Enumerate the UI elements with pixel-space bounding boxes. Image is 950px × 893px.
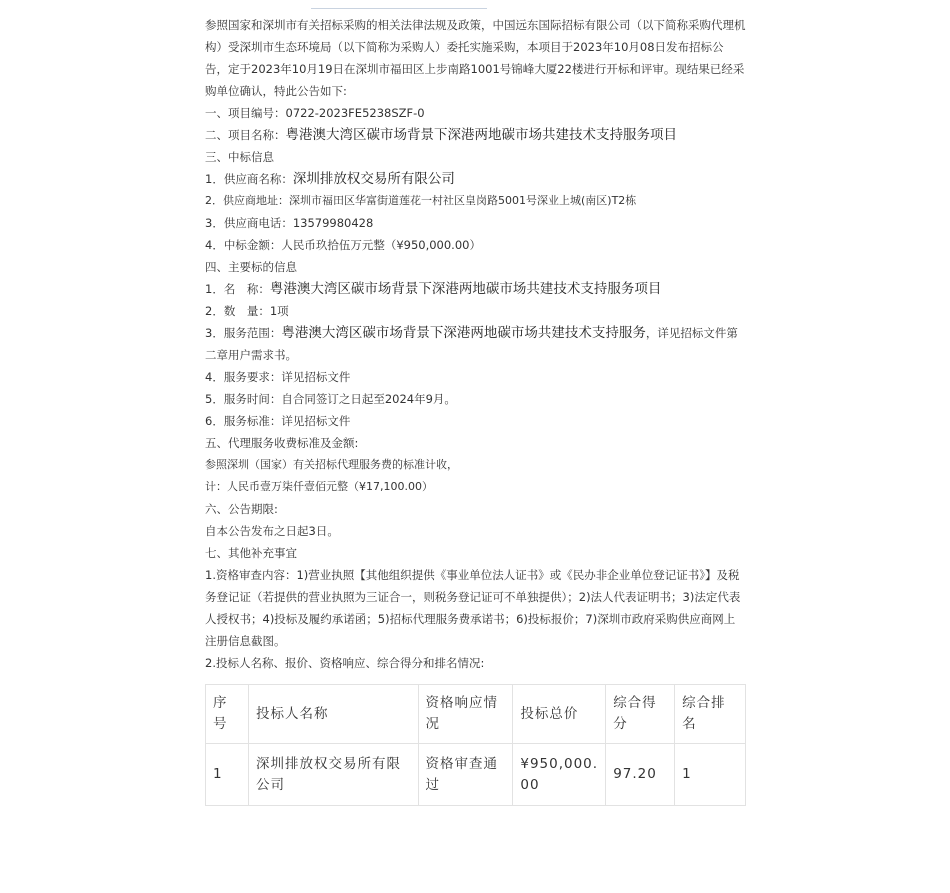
- service-time: 5．服务时间：自合同签订之日起至2024年9月。: [205, 392, 456, 406]
- supplier-address: 2．供应商地址：深圳市福田区华富街道莲花一村社区皇岗路5001号深业上城(南区)T2栋: [205, 194, 637, 207]
- qualification-content: 1.资格审查内容：1)营业执照【其他组织提供《事业单位法人证书》或《民办非企业单位登记证书》】及税务登记证（若提供的营业执照为三证合一，则税务登记证可不单独提供）；2)法人代表证明书；3)法定代表人授权书；4)投标及履约承诺函；5)招标代理服务费承诺书；6)投标报价；7)深圳市政府采购供应商网上注册信息截图。: [205, 568, 741, 648]
- project-number: 一、项目编号：0722-2023FE5238SZF-0: [205, 106, 425, 120]
- subject-quantity: 2．数 量：1项: [205, 304, 289, 318]
- announcement-body: [205, 14, 746, 674]
- project-name: 粤港澳大湾区碳市场背景下深港两地碳市场共建技术支持服务项目: [285, 127, 677, 143]
- other-heading: 七、其他补充事宜: [205, 546, 297, 560]
- service-scope-label: 3．服务范围：: [205, 326, 282, 340]
- winner-heading: 三、中标信息: [205, 150, 274, 164]
- subject-name: 粤港澳大湾区碳市场背景下深港两地碳市场共建技术支持服务项目: [269, 281, 662, 297]
- award-amount: 4．中标金额：人民币玖拾伍万元整（¥950,000.00）: [205, 238, 481, 252]
- service-standard: 6．服务标准：详见招标文件: [205, 414, 351, 428]
- top-divider: [311, 8, 487, 9]
- bidders-heading: 2.投标人名称、报价、资格响应、综合得分和排名情况:: [205, 656, 485, 670]
- subject-heading: 四、主要标的信息: [205, 260, 297, 274]
- supplier-name-label: 1．供应商名称：: [205, 172, 293, 186]
- table-cell: 深圳排放权交易所有限公司: [248, 744, 418, 806]
- intro-paragraph: 参照国家和深圳市有关招标采购的相关法律法规及政策，中国远东国际招标有限公司（以下简称采购代理机构）受深圳市生态环境局（以下简称为采购人）委托实施采购，本项目于2023年10月08日发布招标公告，定于2023年10月19日在深圳市福田区上步南路1001号锦峰大厦22楼进行开标和评审。现结果已经采购单位确认，特此公告如下:: [205, 18, 746, 98]
- fee-heading: 五、代理服务收费标准及金额:: [205, 436, 359, 450]
- table-cell: 1: [206, 744, 249, 806]
- table-row: [206, 744, 746, 806]
- service-requirement: 4．服务要求：详见招标文件: [205, 370, 351, 384]
- subject-name-line: [205, 278, 746, 300]
- fee-total: 计：人民币壹万柒仟壹佰元整（¥17,100.00）: [205, 480, 433, 493]
- project-name-label: 二、项目名称：: [205, 128, 286, 142]
- header-cell: 综合排名: [675, 685, 746, 744]
- header-cell: 投标人名称: [248, 685, 418, 744]
- service-scope: 粤港澳大湾区碳市场背景下深港两地碳市场共建技术支持服务: [281, 325, 646, 341]
- table-cell: 1: [675, 744, 746, 806]
- service-scope-line: [205, 322, 746, 366]
- supplier-name: 深圳排放权交易所有限公司: [292, 171, 455, 187]
- project-name-line: [205, 124, 746, 146]
- period-text: 自本公告发布之日起3日。: [205, 524, 339, 538]
- supplier-phone: 3．供应商电话：13579980428: [205, 216, 374, 230]
- subject-name-label: 1．名 称：: [205, 282, 270, 296]
- service-scope-rest: ，详见招标文件第二章用户需求书。: [205, 326, 738, 362]
- table-cell: 97.20: [606, 744, 675, 806]
- table-header-row: [206, 685, 746, 744]
- bidders-table: [205, 684, 746, 806]
- header-cell: 投标总价: [513, 685, 606, 744]
- table-cell: 资格审查通过: [418, 744, 513, 806]
- period-heading: 六、公告期限:: [205, 502, 278, 516]
- fee-basis: 参照深圳（国家）有关招标代理服务费的标准计收，: [205, 458, 458, 471]
- header-cell: 资格响应情况: [418, 685, 513, 744]
- header-cell: 综合得分: [606, 685, 675, 744]
- supplier-name-line: [205, 168, 746, 190]
- table-cell: ¥950,000.00: [513, 744, 606, 806]
- header-cell: 序号: [206, 685, 249, 744]
